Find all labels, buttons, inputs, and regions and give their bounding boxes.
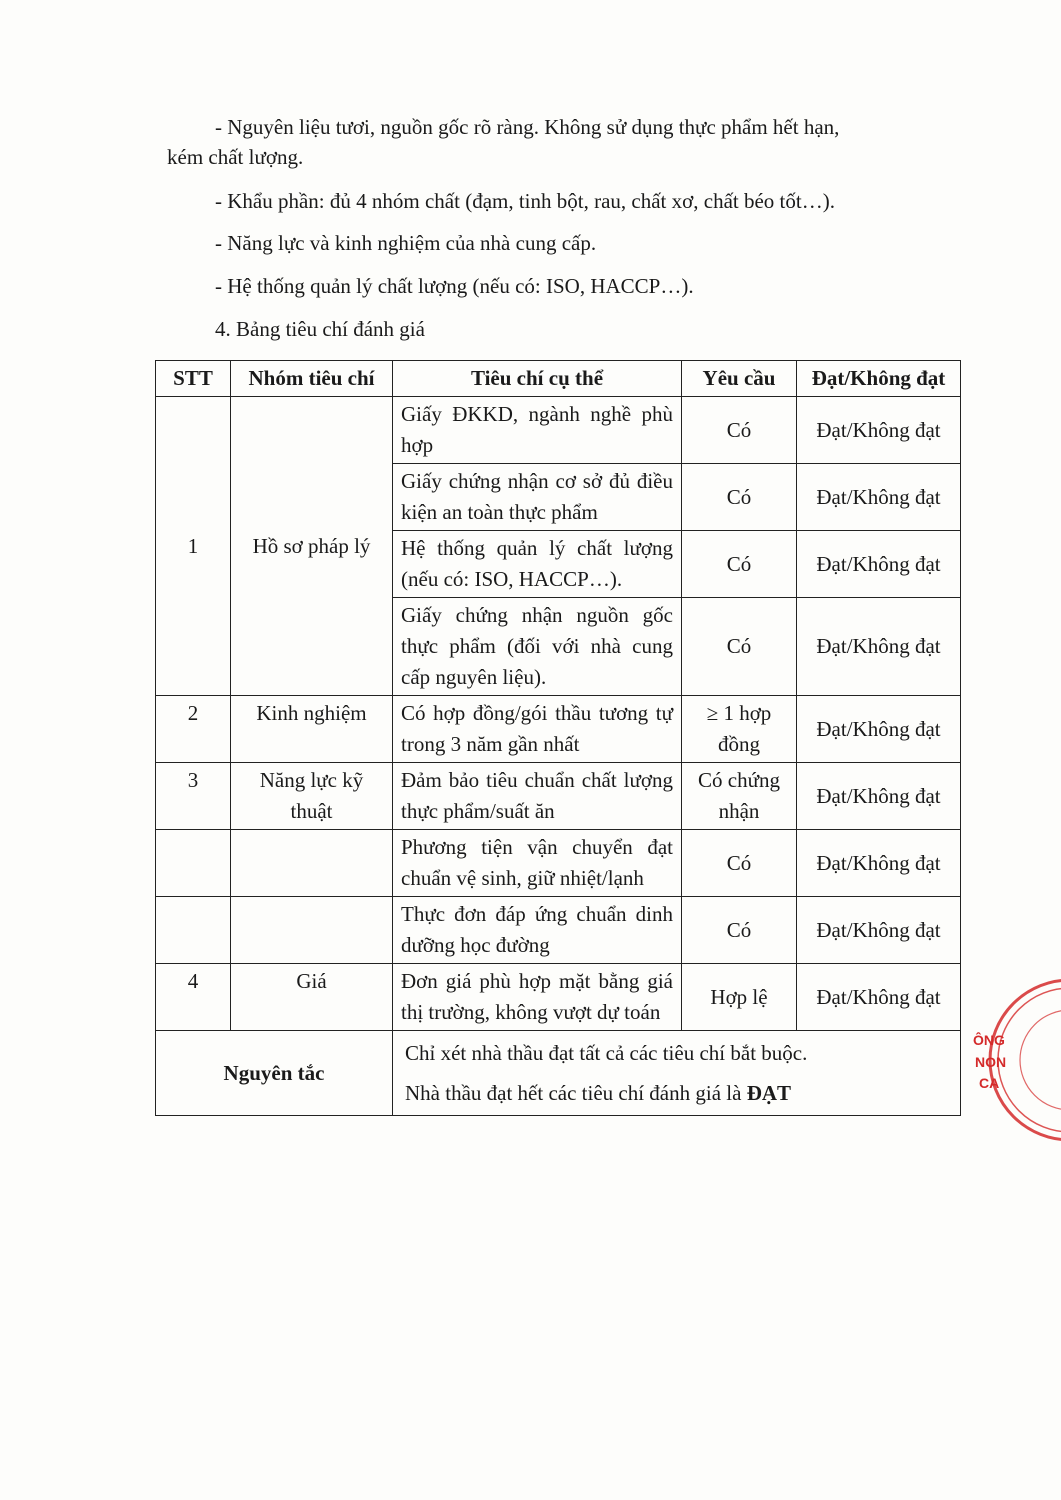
- header-stt: STT: [156, 361, 231, 397]
- table-row: [156, 897, 961, 964]
- paragraph-ingredients-cont: kém chất lượng.: [167, 145, 304, 169]
- cell-requirement: Có: [682, 397, 797, 464]
- red-seal-stamp: [965, 975, 1061, 1145]
- cell-criteria: Hệ thống quản lý chất lượng (nếu có: ISO, HACCP…).: [393, 531, 682, 598]
- stamp-line-1: ÔNG: [973, 1032, 1005, 1048]
- cell-result: Đạt/Không đạt: [797, 397, 961, 464]
- cell-stt: [156, 897, 231, 964]
- cell-criteria: Đảm bảo tiêu chuẩn chất lượng thực phẩm/suất ăn: [393, 763, 682, 830]
- table-row: [156, 696, 961, 763]
- stamp-line-3: CA: [979, 1075, 1000, 1091]
- cell-group: Giá: [231, 964, 393, 1031]
- cell-stt: 1: [156, 397, 231, 696]
- cell-requirement: Có: [682, 598, 797, 696]
- cell-criteria: Giấy ĐKKD, ngành nghề phù hợp: [393, 397, 682, 464]
- cell-group: [231, 830, 393, 897]
- paragraph-portion: - Khẩu phần: đủ 4 nhóm chất (đạm, tinh bột, rau, chất xơ, chất béo tốt…).: [215, 189, 835, 213]
- paragraph-ingredients: - Nguyên liệu tươi, nguồn gốc rõ ràng. Không sử dụng thực phẩm hết hạn,: [215, 115, 840, 139]
- cell-requirement: Có: [682, 531, 797, 598]
- cell-result: Đạt/Không đạt: [797, 964, 961, 1031]
- cell-result: Đạt/Không đạt: [797, 897, 961, 964]
- cell-criteria: Thực đơn đáp ứng chuẩn dinh dưỡng học đường: [393, 897, 682, 964]
- paragraph-quality-system: - Hệ thống quản lý chất lượng (nếu có: ISO, HACCP…).: [215, 274, 694, 298]
- header-result: Đạt/Không đạt: [797, 361, 961, 397]
- header-criteria: Tiêu chí cụ thể: [393, 361, 682, 397]
- cell-result: Đạt/Không đạt: [797, 531, 961, 598]
- cell-group: [231, 897, 393, 964]
- principle-text: [393, 1031, 961, 1116]
- cell-requirement: ≥ 1 hợp đồng: [682, 696, 797, 763]
- cell-group: Năng lực kỹ thuật: [231, 763, 393, 830]
- cell-result: Đạt/Không đạt: [797, 696, 961, 763]
- stamp-line-2: NON: [975, 1054, 1007, 1070]
- cell-result: Đạt/Không đạt: [797, 763, 961, 830]
- principle-line-1: Chỉ xét nhà thầu đạt tất cả các tiêu chí bắt buộc.: [405, 1041, 808, 1065]
- cell-criteria: Phương tiện vận chuyển đạt chuẩn vệ sinh, giữ nhiệt/lạnh: [393, 830, 682, 897]
- cell-criteria: Giấy chứng nhận cơ sở đủ điều kiện an toàn thực phẩm: [393, 464, 682, 531]
- table-row: [156, 964, 961, 1031]
- cell-group: Hồ sơ pháp lý: [231, 397, 393, 696]
- header-requirement: Yêu cầu: [682, 361, 797, 397]
- cell-criteria: Có hợp đồng/gói thầu tương tự trong 3 năm gần nhất: [393, 696, 682, 763]
- cell-stt: [156, 830, 231, 897]
- cell-requirement: Có: [682, 897, 797, 964]
- cell-requirement: Có: [682, 830, 797, 897]
- table-header-row: [156, 361, 961, 397]
- principle-pass-word: ĐẠT: [746, 1081, 792, 1105]
- principle-line-2-text: Nhà thầu đạt hết các tiêu chí đánh giá là: [405, 1081, 747, 1105]
- cell-requirement: Có chứng nhận: [682, 763, 797, 830]
- cell-result: Đạt/Không đạt: [797, 830, 961, 897]
- cell-criteria: Giấy chứng nhận nguồn gốc thực phẩm (đối với nhà cung cấp nguyên liệu).: [393, 598, 682, 696]
- cell-stt: 3: [156, 763, 231, 830]
- table-row: [156, 397, 961, 464]
- principle-line-2: [405, 1073, 952, 1113]
- paragraph-capacity: - Năng lực và kinh nghiệm của nhà cung cấp.: [215, 231, 597, 255]
- cell-result: Đạt/Không đạt: [797, 598, 961, 696]
- cell-stt: 2: [156, 696, 231, 763]
- cell-group: Kinh nghiệm: [231, 696, 393, 763]
- cell-result: Đạt/Không đạt: [797, 464, 961, 531]
- table-row: [156, 763, 961, 830]
- principle-label: Nguyên tắc: [156, 1031, 393, 1116]
- cell-stt: 4: [156, 964, 231, 1031]
- criteria-table: [155, 360, 961, 1116]
- section-heading: 4. Bảng tiêu chí đánh giá: [215, 317, 425, 341]
- cell-criteria: Đơn giá phù hợp mặt bằng giá thị trường, không vượt dự toán: [393, 964, 682, 1031]
- cell-requirement: Hợp lệ: [682, 964, 797, 1031]
- table-row: [156, 830, 961, 897]
- principle-row: [156, 1031, 961, 1116]
- header-group: Nhóm tiêu chí: [231, 361, 393, 397]
- cell-requirement: Có: [682, 464, 797, 531]
